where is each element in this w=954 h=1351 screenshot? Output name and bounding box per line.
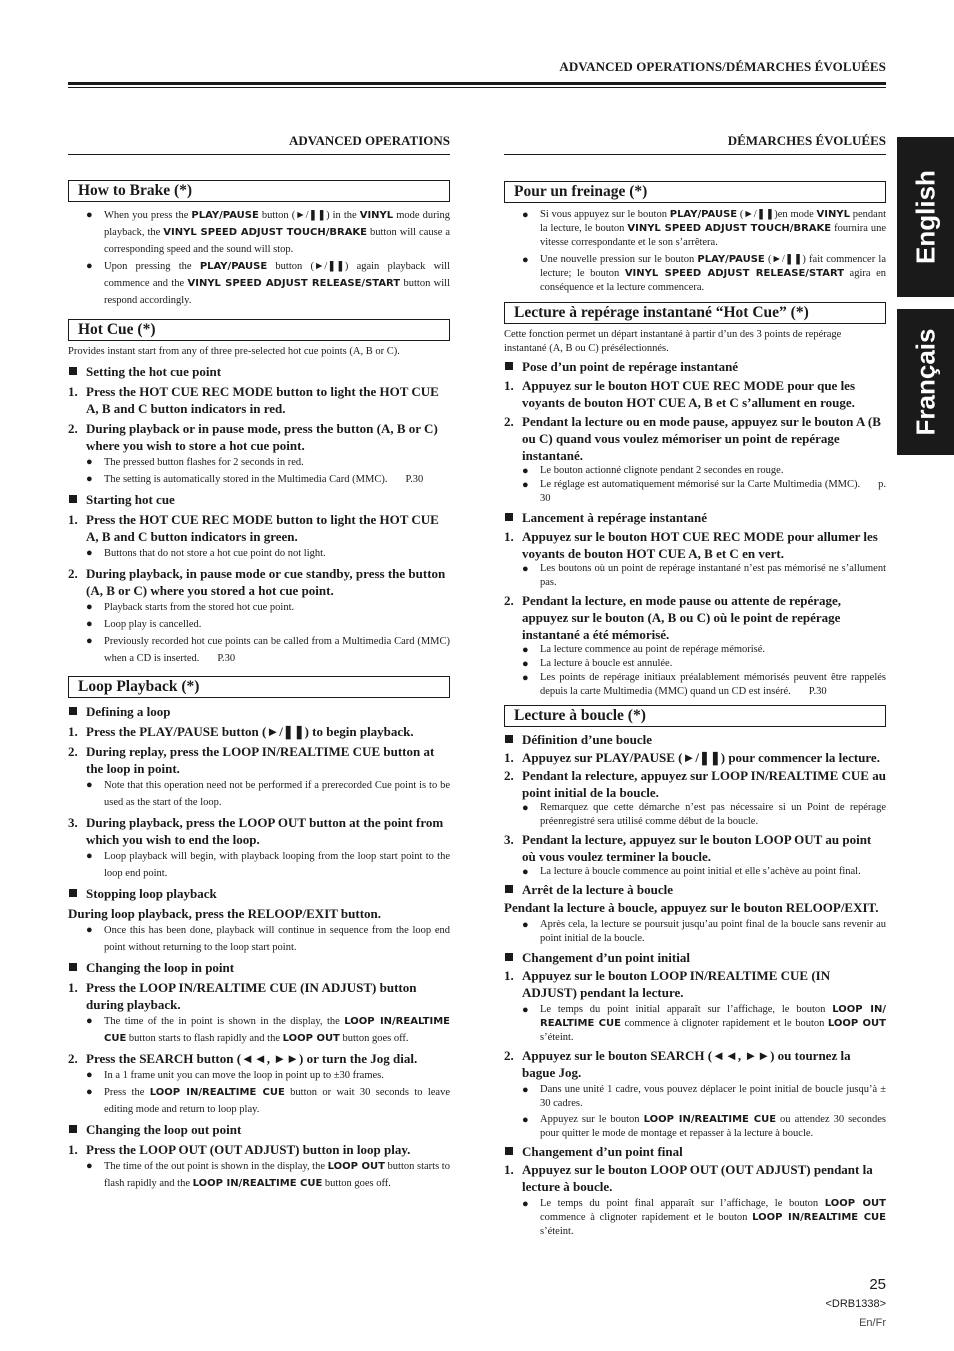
subheading: Changement d’un point initial bbox=[504, 949, 886, 966]
section-title: DÉMARCHES ÉVOLUÉES bbox=[504, 133, 886, 155]
list-item: ● La lecture à boucle est annulée. bbox=[522, 658, 673, 670]
list-item: ● Buttons that do not store a hot cue point do not light. bbox=[86, 547, 326, 559]
step: 2. During replay, press the LOOP IN/REALTIME CUE button at the loop in point. bbox=[68, 744, 435, 776]
header-rule bbox=[68, 82, 886, 88]
list-item: ● The setting is automatically stored in the Multimedia Card (MMC). P.30 bbox=[86, 473, 424, 485]
hot-cue-heading: Lecture à repérage instantané “Hot Cue” (*) bbox=[504, 302, 886, 324]
step: 1. Appuyez sur le bouton LOOP OUT (OUT ADJUST) pendant la lecture à boucle. bbox=[504, 1162, 873, 1194]
hot-cue-intro: Cette fonction permet un départ instantané à partir d’un des 3 points de repérage instantané (A, B ou C) présélectionnés. bbox=[504, 329, 842, 354]
french-column bbox=[504, 133, 886, 1239]
list-item: ● Le temps du point final apparaît sur l’affichage, le bouton LOOP OUT commence à clignoter rapidement et le bouton LOOP IN/REALTIME CUE s’éteint. bbox=[522, 1198, 886, 1237]
step: 1. Press the HOT CUE REC MODE button to light the HOT CUE A, B and C button indicators in green. bbox=[68, 512, 439, 544]
loop-heading: Loop Playback (*) bbox=[68, 676, 450, 698]
list-item: ● Loop play is cancelled. bbox=[86, 618, 202, 630]
step: 3. During playback, press the LOOP OUT button at the point from which you wish to end the loop. bbox=[68, 815, 444, 847]
subheading: Defining a loop bbox=[68, 703, 450, 720]
section-title: ADVANCED OPERATIONS bbox=[68, 133, 450, 155]
step: 2. Pendant la lecture, en mode pause ou attente de repérage, appuyez sur le bouton (A, B ou C) où le point de repérage instantané a été mémorisé. bbox=[504, 593, 842, 642]
english-column bbox=[68, 133, 450, 1192]
step: 2. During playback, in pause mode or cue standby, press the button (A, B or C) where you stored a hot cue point. bbox=[68, 566, 446, 598]
hot-cue-intro: Provides instant start from any of three pre-selected hot cue points (A, B or C). bbox=[68, 346, 400, 357]
document-code: <DRB1338> bbox=[825, 1298, 886, 1310]
subheading: Arrêt de la lecture à boucle bbox=[504, 881, 886, 898]
list-item: ● Appuyez sur le bouton LOOP IN/REALTIME CUE ou attendez 30 secondes pour quitter le mode de montage et repasser à la lecture à boucle. bbox=[522, 1114, 886, 1139]
list-item: ● Once this has been done, playback will continue in sequence from the loop end point without returning to the loop start point. bbox=[86, 924, 450, 953]
brake-heading: How to Brake (*) bbox=[68, 180, 450, 202]
running-header: ADVANCED OPERATIONS/DÉMARCHES ÉVOLUÉES bbox=[559, 59, 886, 74]
step: 3. Pendant la lecture, appuyez sur le bouton LOOP OUT au point où vous voulez terminer la boucle. bbox=[504, 832, 872, 864]
subheading: Changement d’un point final bbox=[504, 1143, 886, 1160]
list-item: ● The pressed button flashes for 2 seconds in red. bbox=[86, 456, 304, 468]
list-item: ● The time of the in point is shown in the display, the LOOP IN/REALTIME CUE button starts to flash rapidly and the LOOP OUT button goes off. bbox=[86, 1015, 450, 1044]
list-item: ● Note that this operation need not be performed if a prerecorded Cue point is to be used as the start of the loop. bbox=[86, 779, 450, 808]
step: 1. Appuyez sur le bouton HOT CUE REC MODE pour allumer les voyants de bouton HOT CUE A, B et C en vert. bbox=[504, 529, 878, 561]
subheading: Lancement à repérage instantané bbox=[504, 509, 886, 526]
list-item: ● La lecture à boucle commence au point initial et elle s’achève au point final. bbox=[522, 866, 861, 878]
francais-tab-label: Français bbox=[910, 328, 940, 436]
list-item: ● Press the LOOP IN/REALTIME CUE button or wait 30 seconds to leave editing mode and return to loop play. bbox=[86, 1086, 450, 1115]
list-item: ● Dans une unité 1 cadre, vous pouvez déplacer le point initial de boucle jusqu’à ± 30 cadres. bbox=[522, 1084, 886, 1109]
subheading: Pose d’un point de repérage instantané bbox=[504, 358, 886, 375]
step: 1. Appuyez sur le bouton LOOP IN/REALTIME CUE (IN ADJUST) pendant la lecture. bbox=[504, 968, 831, 1000]
english-tab-label: English bbox=[910, 170, 940, 264]
step: 1. Appuyez sur PLAY/PAUSE (►/❚❚) pour commencer la lecture. bbox=[504, 750, 880, 765]
list-item: ● Le temps du point initial apparaît sur l’affichage, le bouton LOOP IN/ REALTIME CUE commence à clignoter rapidement et le bouton LOOP OUT s’éteint. bbox=[522, 1004, 886, 1043]
subheading: Setting the hot cue point bbox=[68, 363, 450, 380]
brake-heading: Pour un freinage (*) bbox=[504, 181, 886, 203]
list-item: ● When you press the PLAY/PAUSE button (►/❚❚) in the VINYL mode during playback, the VINYL SPEED ADJUST TOUCH/BRAKE button will cause a corresponding speed and the sound will stop. bbox=[86, 209, 450, 255]
step: 1. Press the LOOP OUT (OUT ADJUST) button in loop play. bbox=[68, 1142, 411, 1157]
subheading: Stopping loop playback bbox=[68, 885, 450, 902]
list-item: ● Upon pressing the PLAY/PAUSE button (►/❚❚) again playback will commence and the VINYL SPEED ADJUST RELEASE/START button will respond accordingly. bbox=[86, 260, 450, 306]
list-item: ● La lecture commence au point de repérage mémorisé. bbox=[522, 644, 766, 656]
step: 1. Press the PLAY/PAUSE button (►/❚❚) to begin playback. bbox=[68, 724, 414, 739]
list-item: ● Les boutons où un point de repérage instantané n’est pas mémorisé ne s’allument pas. bbox=[522, 563, 886, 588]
list-item: ● Une nouvelle pression sur le bouton PLAY/PAUSE (►/❚❚) fait commencer la lecture; le bouton VINYL SPEED ADJUST RELEASE/START agira en conséquence et la lecture commencera. bbox=[522, 254, 886, 293]
list-item: ● Les points de repérage initiaux préalablement mémorisés peuvent être rappelés depuis la carte Multimedia (MMC) quand un CD est inséré. P.30 bbox=[522, 672, 886, 697]
list-item: ● Après cela, la lecture se poursuit jusqu’au point final de la boucle sans revenir au point initial de la boucle. bbox=[522, 919, 886, 944]
step: 1. Press the HOT CUE REC MODE button to light the HOT CUE A, B and C button indicators in red. bbox=[68, 384, 439, 416]
language-code: En/Fr bbox=[859, 1317, 886, 1329]
list-item: ● Remarquez que cette démarche n’est pas nécessaire si un Point de repérage préenregistré sera utilisé comme début de la boucle. bbox=[522, 802, 886, 827]
list-item: ● Loop playback will begin, with playback looping from the loop start point to the loop end point. bbox=[86, 850, 450, 879]
page-number: 25 bbox=[869, 1276, 886, 1293]
list-item: ● Le bouton actionné clignote pendant 2 secondes en rouge. bbox=[522, 465, 784, 477]
francais-tab bbox=[897, 309, 954, 455]
loop-heading: Lecture à boucle (*) bbox=[504, 705, 886, 727]
step: 2. Appuyez sur le bouton SEARCH (◄◄, ►►) ou tournez la bague Jog. bbox=[504, 1048, 851, 1080]
list-item: ● Si vous appuyez sur le bouton PLAY/PAUSE (►/❚❚)en mode VINYL pendant la lecture, le bouton VINYL SPEED ADJUST TOUCH/BRAKE fournira une vitesse correspondante et le son s’arrêtera. bbox=[522, 209, 887, 248]
instruction: Pendant la lecture à boucle, appuyez sur le bouton RELOOP/EXIT. bbox=[504, 900, 879, 915]
step: 2. Pendant la lecture ou en mode pause, appuyez sur le bouton A (B ou C) quand vous voulez mémoriser un point de repérage instantané. bbox=[504, 414, 881, 463]
list-item: ● The time of the out point is shown in the display, the LOOP OUT button starts to flash rapidly and the LOOP IN/REALTIME CUE button goes off. bbox=[86, 1160, 450, 1189]
step: 1. Appuyez sur le bouton HOT CUE REC MODE pour que les voyants de bouton HOT CUE A, B et C s’allument en rouge. bbox=[504, 378, 856, 410]
list-item: ● Playback starts from the stored hot cue point. bbox=[86, 601, 295, 613]
step: 2. Press the SEARCH button (◄◄, ►►) or turn the Jog dial. bbox=[68, 1051, 418, 1066]
instruction: During loop playback, press the RELOOP/EXIT button. bbox=[68, 906, 382, 921]
list-item: ● Previously recorded hot cue points can be called from a Multimedia Card (MMC) when a CD is inserted. P.30 bbox=[86, 635, 450, 664]
subheading: Changing the loop out point bbox=[68, 1121, 450, 1138]
list-item: ● Le réglage est automatiquement mémorisé sur la Carte Multimedia (MMC). p. 30 bbox=[522, 479, 886, 504]
list-item: ● In a 1 frame unit you can move the loop in point up to ±30 frames. bbox=[86, 1069, 384, 1081]
step: 2. During playback or in pause mode, press the button (A, B or C) where you wish to store a hot cue point. bbox=[68, 421, 438, 453]
step: 2. Pendant la relecture, appuyez sur LOOP IN/REALTIME CUE au point initial de la boucle. bbox=[504, 768, 886, 800]
subheading: Starting hot cue bbox=[68, 491, 450, 508]
subheading: Définition d’une boucle bbox=[504, 731, 886, 748]
english-tab bbox=[897, 137, 954, 297]
step: 1. Press the LOOP IN/REALTIME CUE (IN ADJUST) button during playback. bbox=[68, 980, 417, 1012]
hot-cue-heading: Hot Cue (*) bbox=[68, 319, 450, 341]
subheading: Changing the loop in point bbox=[68, 959, 450, 976]
